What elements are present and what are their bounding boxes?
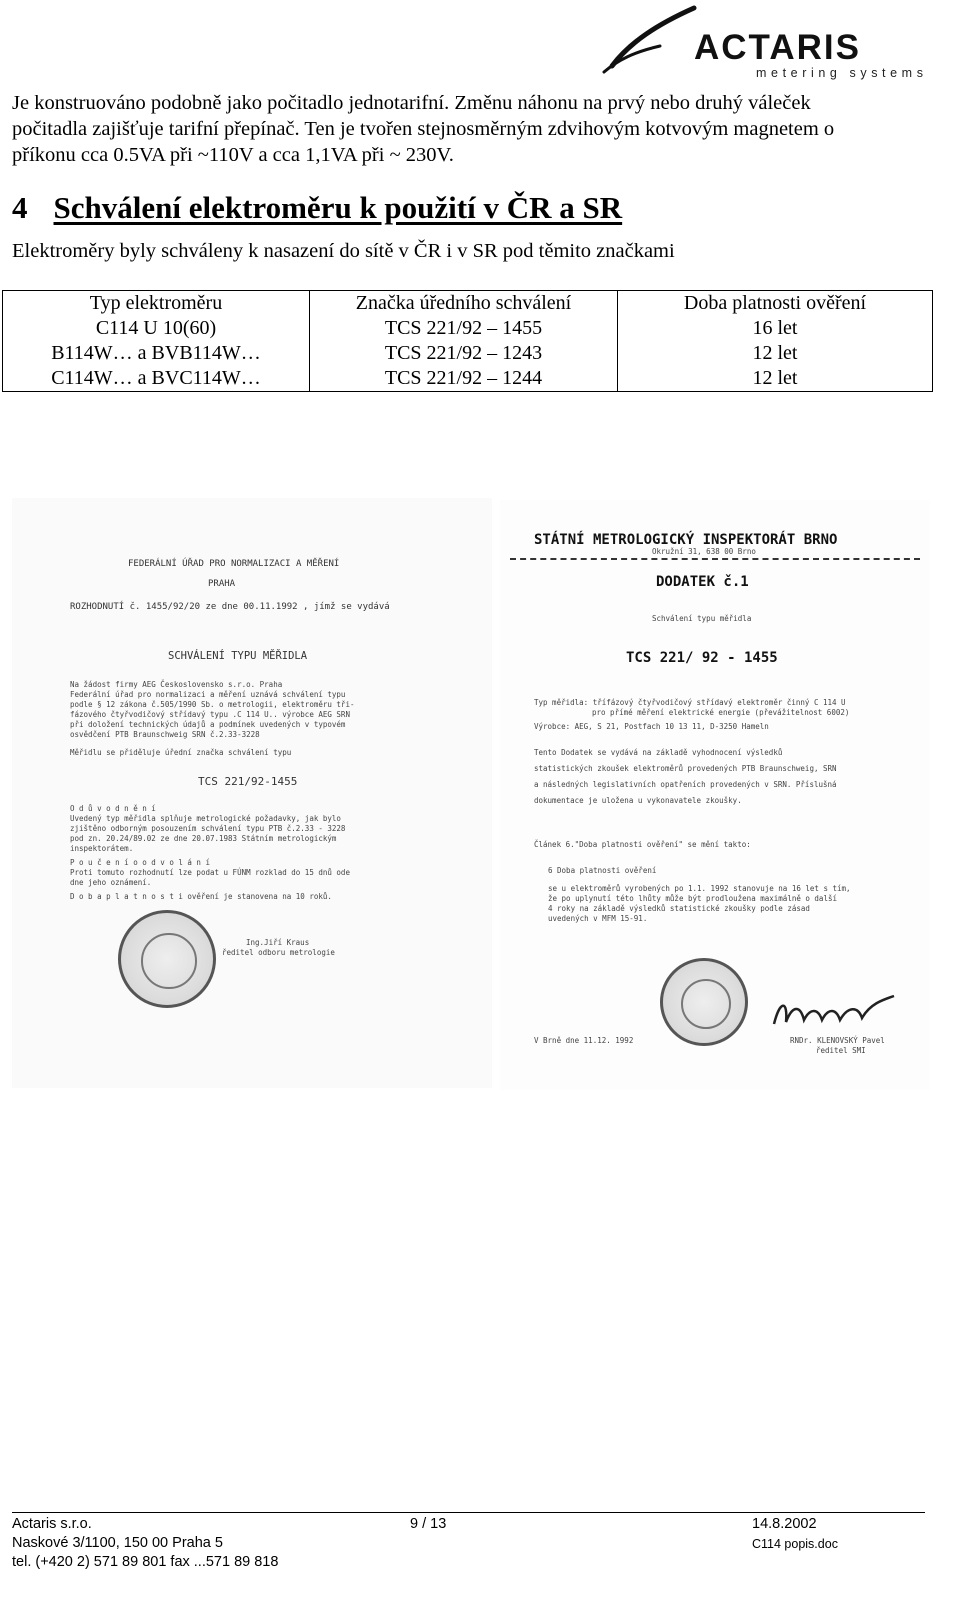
scan-appeal-line: Proti tomuto rozhodnutí lze podat u FÚNM rozklad do 15 dnů ode bbox=[70, 868, 350, 877]
table-row bbox=[3, 316, 933, 341]
scanned-decision-document bbox=[12, 498, 492, 1088]
official-stamp bbox=[118, 910, 216, 1008]
scan-mark: TCS 221/ 92 - 1455 bbox=[626, 650, 778, 666]
intro-line: Je konstruováno podobně jako počitadlo jednotarifní. Změnu náhonu na prvý nebo druhý váleček bbox=[12, 92, 811, 114]
dashed-divider bbox=[510, 558, 920, 560]
scan-type-line: Typ měřidla: třífázový čtyřvodičový střídavý elektroměr činný C 114 U bbox=[534, 698, 846, 707]
section-title: Schválení elektroměru k použití v ČR a SR bbox=[53, 190, 623, 225]
table-cell: 12 let bbox=[618, 366, 933, 392]
column-header: Doba platnosti ověření bbox=[618, 291, 933, 317]
scan-item: 6 Doba platnosti ověření bbox=[548, 866, 657, 875]
scan-office: STÁTNÍ METROLOGICKÝ INSPEKTORÁT BRNO bbox=[534, 532, 838, 548]
footer-phone: tel. (+420 2) 571 89 801 fax ...571 89 818 bbox=[12, 1554, 279, 1570]
scan-article: Článek 6."Doba platnosti ověření" se mění takto: bbox=[534, 840, 751, 849]
column-header: Značka úředního schválení bbox=[310, 291, 618, 317]
logo-tagline: metering systems bbox=[756, 66, 928, 80]
footer-company: Actaris s.r.o. bbox=[12, 1516, 92, 1532]
logo-wordmark: ACTARIS bbox=[694, 28, 861, 67]
scan-mark-line: Měřidlu se přiděluje úřední značka schválení typu bbox=[70, 748, 292, 757]
footer-file: C114 popis.doc bbox=[752, 1537, 838, 1551]
intro-line: příkonu cca 0.5VA při ~110V a cca 1,1VA při ~ 230V. bbox=[12, 144, 454, 166]
table-cell: C114W… a BVC114W… bbox=[3, 366, 310, 392]
scan-subtitle: Schválení typu měřidla bbox=[652, 614, 752, 623]
table-row bbox=[3, 366, 933, 392]
intro-line: počitadla zajišťuje tarifní přepínač. Ten je tvořen stejnosměrným zdvihovým kotvovým magnetem o bbox=[12, 118, 835, 140]
scan-signer-role: ředitel SMI bbox=[816, 1046, 866, 1055]
scan-appeal-line: dne jeho oznámení. bbox=[70, 878, 152, 887]
scan-title: DODATEK č.1 bbox=[656, 574, 749, 590]
scan-item-line: se u elektroměrů vyrobených po 1.1. 1992 stanovuje na 16 let s tím, bbox=[548, 884, 851, 893]
table-header-row bbox=[3, 291, 933, 317]
scan-heading: SCHVÁLENÍ TYPU MĚŘIDLA bbox=[168, 650, 308, 662]
scan-signer: RNDr. KLENOVSKÝ Pavel bbox=[790, 1036, 885, 1045]
table-cell: TCS 221/92 – 1455 bbox=[310, 316, 618, 341]
scan-type-line: pro přímé měření elektrické energie (převážitelnost 6002) bbox=[592, 708, 850, 717]
scan-office: FEDERÁLNÍ ÚŘAD PRO NORMALIZACI A MĚŘENÍ bbox=[128, 559, 340, 569]
scan-body-line: osvědčení PTB Braunschweig SRN č.2.33-3228 bbox=[70, 730, 260, 739]
scan-reasoning-title: O d ů v o d n ě n í bbox=[70, 804, 156, 813]
table-cell: 12 let bbox=[618, 341, 933, 366]
scan-validity: D o b a p l a t n o s t i ověření je stanovena na 10 roků. bbox=[70, 892, 332, 901]
signature-icon bbox=[770, 994, 900, 1034]
section-heading bbox=[12, 190, 622, 226]
scan-body-line: Na žádost firmy AEG Československo s.r.o. Praha bbox=[70, 680, 283, 689]
table-cell: B114W… a BVB114W… bbox=[3, 341, 310, 366]
scan-address: Okružní 31, 638 00 Brno bbox=[652, 547, 756, 556]
table-row bbox=[3, 341, 933, 366]
section-text: Elektroměry byly schváleny k nasazení do sítě v ČR i v SR pod těmito značkami bbox=[12, 240, 675, 262]
column-header: Typ elektroměru bbox=[3, 291, 310, 317]
scan-reasoning-line: zjištěno odborným posouzením schválení typu PTB č.2.33 - 3228 bbox=[70, 824, 346, 833]
scan-decision: ROZHODNUTÍ č. 1455/92/20 ze dne 00.11.1992 , jímž se vydává bbox=[70, 602, 390, 612]
table-cell: TCS 221/92 – 1244 bbox=[310, 366, 618, 392]
scan-item-line: že po uplynutí této lhůty může být prodloužena maximálně o další bbox=[548, 894, 837, 903]
scan-mark: TCS 221/92-1455 bbox=[198, 775, 298, 788]
scan-reasoning-line: pod zn. 20.24/89.02 ze dne 20.07.1983 Státním metrologickým bbox=[70, 834, 337, 843]
scan-reasoning-line: Uvedený typ měřidla splňuje metrologické požadavky, jak bylo bbox=[70, 814, 341, 823]
scan-item-line: 4 roky na základě výsledků statistické zkoušky podle zásad bbox=[548, 904, 810, 913]
table-cell: 16 let bbox=[618, 316, 933, 341]
scan-maker: Výrobce: AEG, S 21, Postfach 10 13 11, D-3250 Hameln bbox=[534, 722, 769, 731]
scan-city: PRAHA bbox=[208, 579, 236, 589]
approvals-table bbox=[2, 290, 933, 392]
scan-body-line: Federální úřad pro normalizaci a měření uznává schválení typu bbox=[70, 690, 346, 699]
scan-signer: Ing.Jiří Kraus bbox=[246, 938, 310, 947]
scan-body-line: a následných legislativních opatřeních provedených v SRN. Příslušná bbox=[534, 780, 837, 789]
scan-date: V Brně dne 11.12. 1992 bbox=[534, 1036, 634, 1045]
table-cell: C114 U 10(60) bbox=[3, 316, 310, 341]
scan-body-line: statistických zkoušek elektroměrů provedených PTB Braunschweig, SRN bbox=[534, 764, 837, 773]
actaris-swoosh-icon bbox=[600, 2, 700, 84]
scan-appeal-title: P o u č e n í o o d v o l á n í bbox=[70, 858, 210, 867]
official-stamp bbox=[660, 958, 748, 1046]
footer-divider bbox=[12, 1512, 925, 1513]
scanned-amendment-document bbox=[500, 500, 930, 1090]
scan-item-line: uvedených v MFM 15-91. bbox=[548, 914, 648, 923]
scan-body-line: fázového čtyřvodičový střídavý typu .C 114 U.. výrobce AEG SRN bbox=[70, 710, 350, 719]
scan-body-line: podle § 12 zákona č.505/1990 Sb. o metrologii, elektroměru tři- bbox=[70, 700, 355, 709]
section-number: 4 bbox=[12, 190, 28, 225]
actaris-logo bbox=[600, 2, 950, 84]
table-cell: TCS 221/92 – 1243 bbox=[310, 341, 618, 366]
scan-reasoning-line: inspektorátem. bbox=[70, 844, 134, 853]
scan-signer-role: ředitel odboru metrologie bbox=[222, 948, 335, 957]
footer-date: 14.8.2002 bbox=[752, 1516, 817, 1532]
intro-paragraph bbox=[12, 90, 942, 168]
footer-address: Naskové 3/1100, 150 00 Praha 5 bbox=[12, 1535, 223, 1551]
scan-body-line: dokumentace je uložena u vykonavatele zkoušky. bbox=[534, 796, 742, 805]
footer-page-number: 9 / 13 bbox=[410, 1516, 447, 1532]
scan-body-line: Tento Dodatek se vydává na základě vyhodnocení výsledků bbox=[534, 748, 783, 757]
scan-body-line: při doložení technických údajů a podmínek uvedených v typovém bbox=[70, 720, 346, 729]
